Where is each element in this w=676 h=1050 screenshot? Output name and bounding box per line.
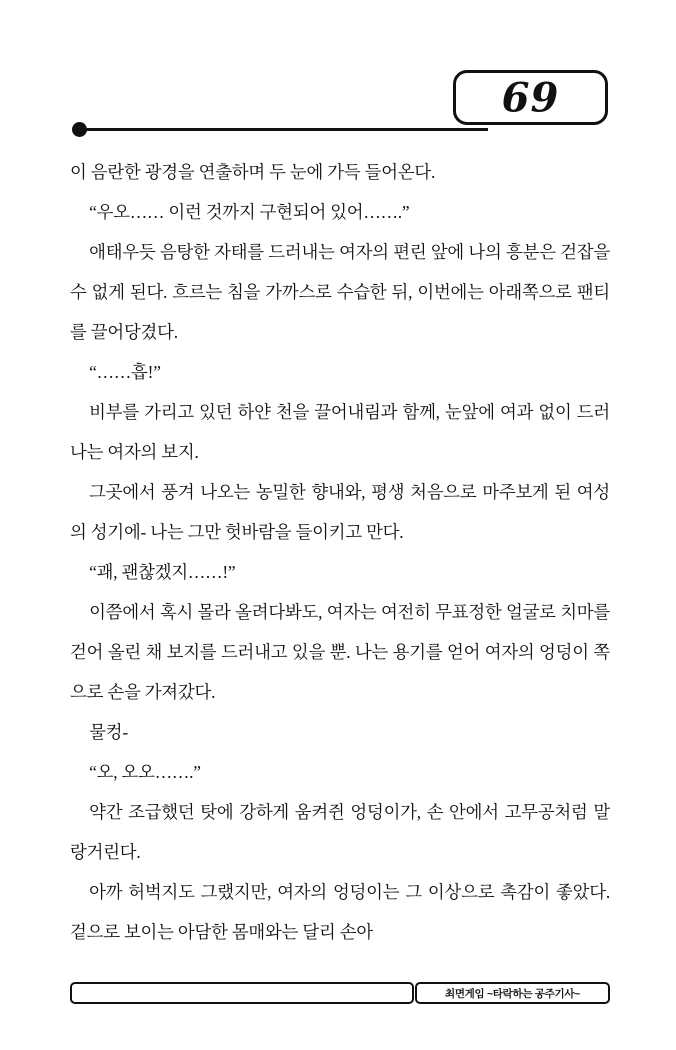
footer-title-badge [415, 982, 610, 1004]
header-dot-decoration [72, 122, 87, 137]
paragraph: 아까 허벅지도 그랬지만, 여자의 엉덩이는 그 이상으로 촉감이 좋았다. 겉으로 보이는 아담한 몸매와는 달리 손아 [70, 882, 615, 942]
page-footer [70, 982, 610, 1008]
paragraph: 그곳에서 풍겨 나오는 농밀한 향내와, 평생 처음으로 마주보게 된 여성의 성기에- 나는 그만 헛바람을 들이키고 만다. [70, 482, 610, 542]
paragraph: 이쯤에서 혹시 몰라 올려다봐도, 여자는 여전히 무표정한 얼굴로 치마를 걷어 올린 채 보지를 드러내고 있을 뿐. 나는 용기를 얻어 여자의 엉덩이 쪽으로 손을 가져갔다. [70, 602, 615, 702]
paragraph: “괘, 괜찮겠지……!” [89, 562, 236, 582]
footer-title: 최면게임 ~타락하는 공주기사~ [444, 987, 580, 1000]
page-header [72, 70, 608, 142]
paragraph: 애태우듯 음탕한 자태를 드러내는 여자의 편린 앞에 나의 흥분은 걷잡을 수 없게 된다. 흐르는 침을 가까스로 수습한 뒤, 이번에는 아래쪽으로 팬티를 끌어당겼다. [70, 242, 615, 342]
header-rule-decoration [80, 128, 488, 131]
page-number-badge [453, 70, 608, 125]
paragraph: 이 음란한 광경을 연출하며 두 눈에 가득 들어온다. [70, 162, 436, 182]
paragraph: “우오…… 이런 것까지 구현되어 있어…….” [89, 202, 410, 222]
paragraph: “오, 오오…….” [89, 762, 201, 782]
page-body-text [70, 152, 615, 952]
page-number: 69 [501, 74, 560, 121]
footer-left-decoration [70, 982, 414, 1004]
paragraph: 비부를 가리고 있던 하얀 천을 끌어내림과 함께, 눈앞에 여과 없이 드러나는 여자의 보지. [70, 402, 610, 462]
paragraph: 약간 조급했던 탓에 강하게 움켜쥔 엉덩이가, 손 안에서 고무공처럼 말랑거린다. [70, 802, 610, 862]
paragraph: 물컹- [89, 722, 128, 742]
paragraph: “……흡!” [89, 362, 161, 382]
